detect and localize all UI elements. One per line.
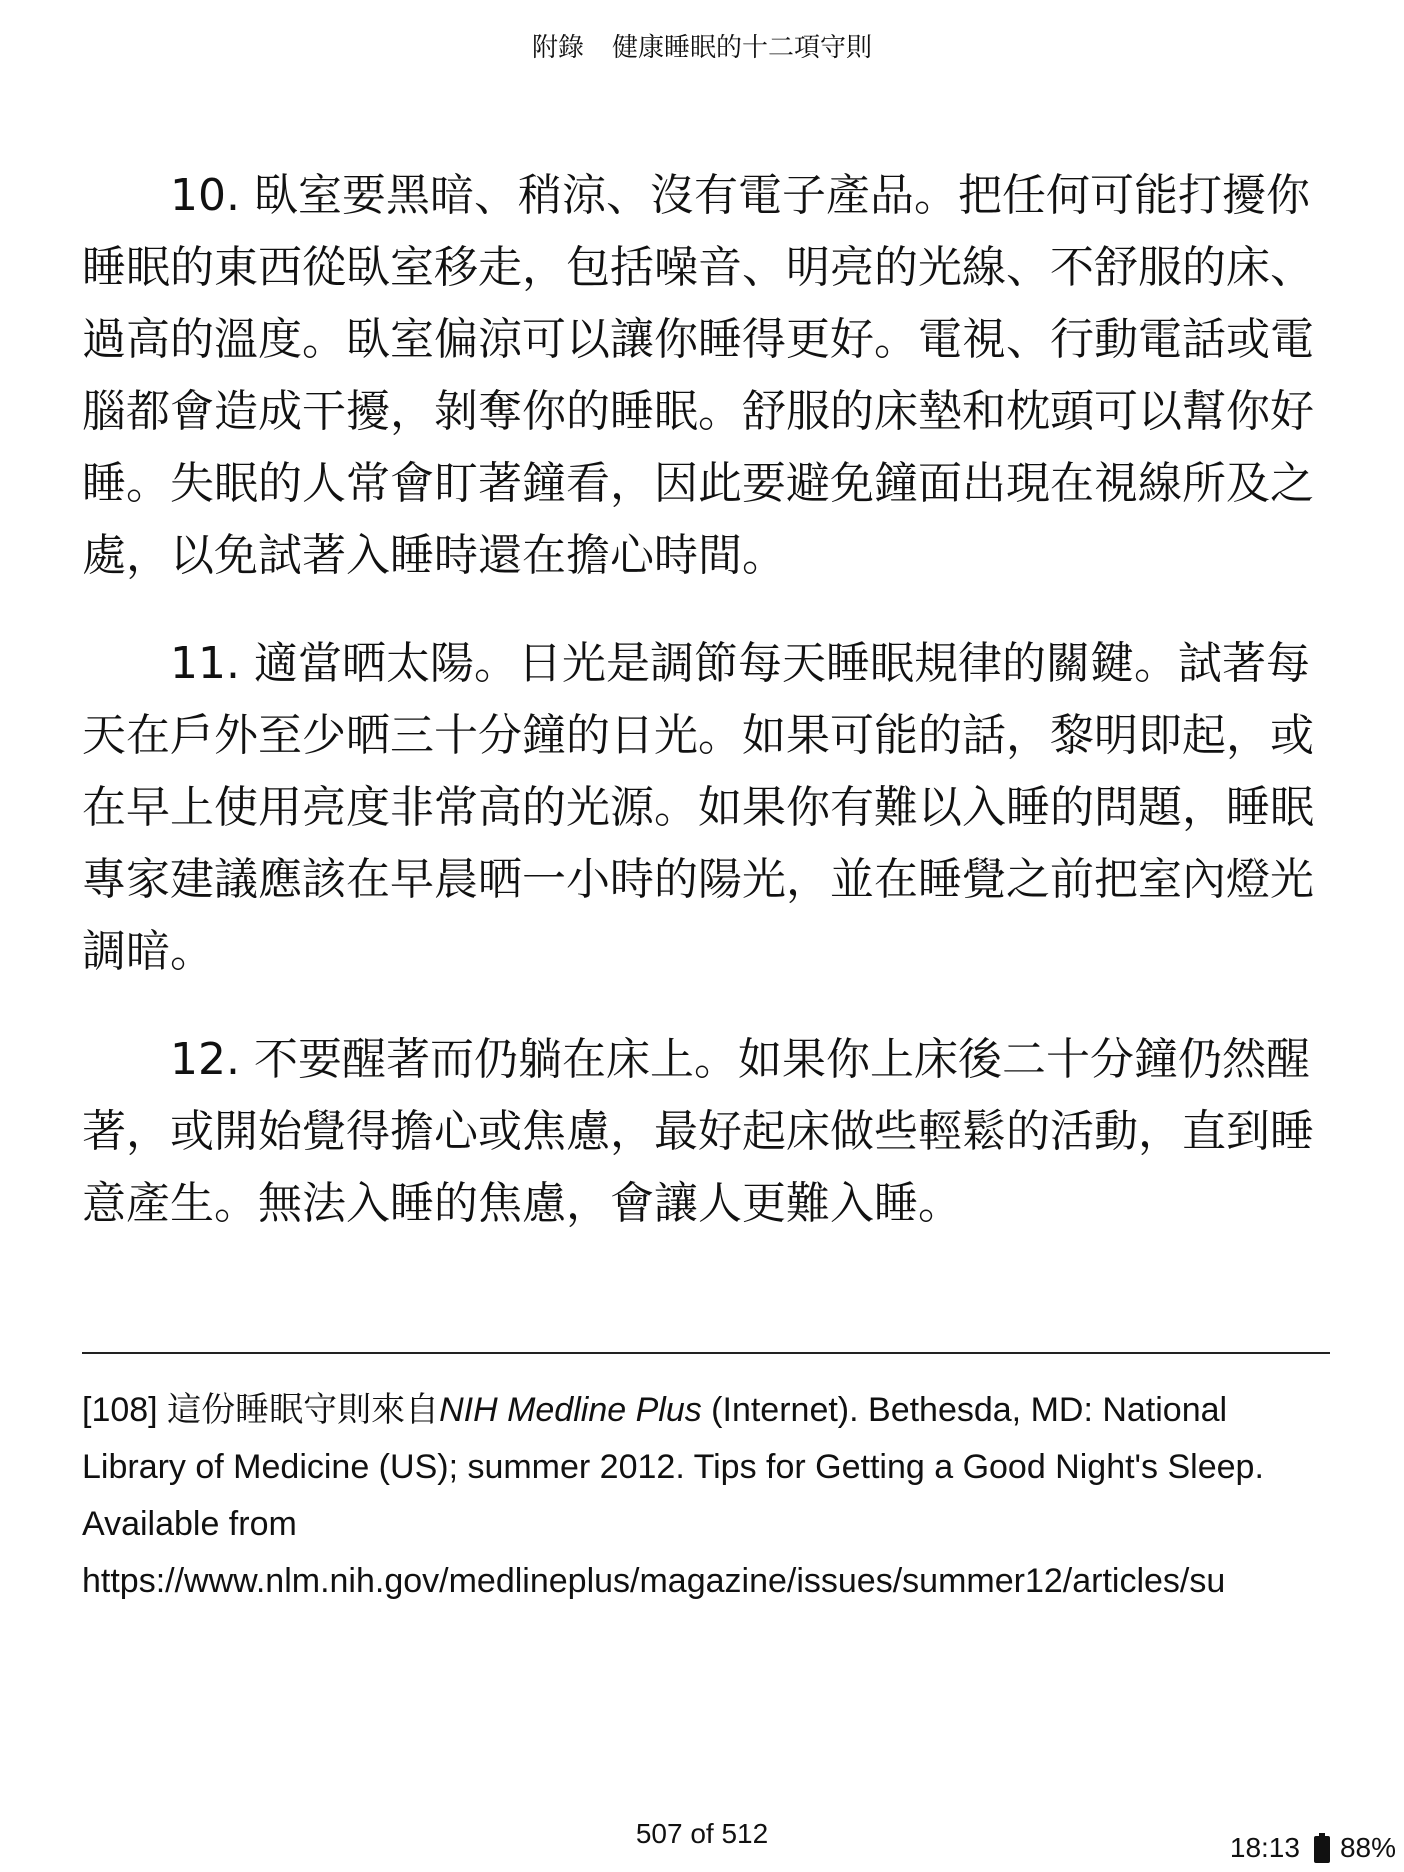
footnote-source-title: NIH Medline Plus — [439, 1391, 702, 1429]
page-body — [82, 160, 1330, 1276]
battery-percent: 88% — [1339, 1832, 1396, 1863]
footnote — [82, 1382, 1330, 1610]
footnote-citation: (Internet). Bethesda, MD: National Library of Medicine (US); summer 2012. Tips for Getting a Good Night's Sleep. Available from — [82, 1391, 1264, 1543]
footnote-divider — [82, 1352, 1330, 1354]
footnote-url-link[interactable]: https://www.nlm.nih.gov/medlineplus/magazine/issues/summer12/articles/su — [82, 1562, 1226, 1600]
status-bar — [1230, 1830, 1396, 1866]
page-counter: 507 of 512 — [635, 1818, 769, 1849]
header-chapter-title: 健康睡眠的十二項守則 — [612, 33, 873, 63]
paragraph-rule-10: 10. 臥室要黑暗、稍涼、沒有電子產品。把任何可能打擾你睡眠的東西從臥室移走，包括噪音、明亮的光線、不舒服的床、過高的溫度。臥室偏涼可以讓你睡得更好。電視、行動電話或電腦都會造成干擾，剝奪你的睡眠。舒服的床墊和枕頭可以幫你好睡。失眠的人常會盯著鐘看，因此要避免鐘面出現在視線所及之處，以免試著入睡時還在擔心時間。 — [82, 170, 1314, 581]
status-time: 18:13 — [1229, 1832, 1300, 1863]
footnote-prefix: 這份睡眠守則來自 — [157, 1391, 440, 1429]
paragraph-rule-12: 12. 不要醒著而仍躺在床上。如果你上床後二十分鐘仍然醒著，或開始覺得擔心或焦慮，最好起床做些輕鬆的活動，直到睡意產生。無法入睡的焦慮，會讓人更難入睡。 — [82, 1034, 1314, 1229]
running-header — [0, 30, 1404, 66]
footnote-marker[interactable]: [108] — [82, 1391, 158, 1429]
header-section: 附錄 — [531, 33, 584, 63]
battery-icon — [1314, 1833, 1330, 1863]
paragraph-rule-11: 11. 適當晒太陽。日光是調節每天睡眠規律的關鍵。試著每天在戶外至少晒三十分鐘的日光。如果可能的話，黎明即起，或在早上使用亮度非常高的光源。如果你有難以入睡的問題，睡眠專家建議應該在早晨晒一小時的陽光，並在睡覺之前把室內燈光調暗。 — [82, 638, 1314, 977]
